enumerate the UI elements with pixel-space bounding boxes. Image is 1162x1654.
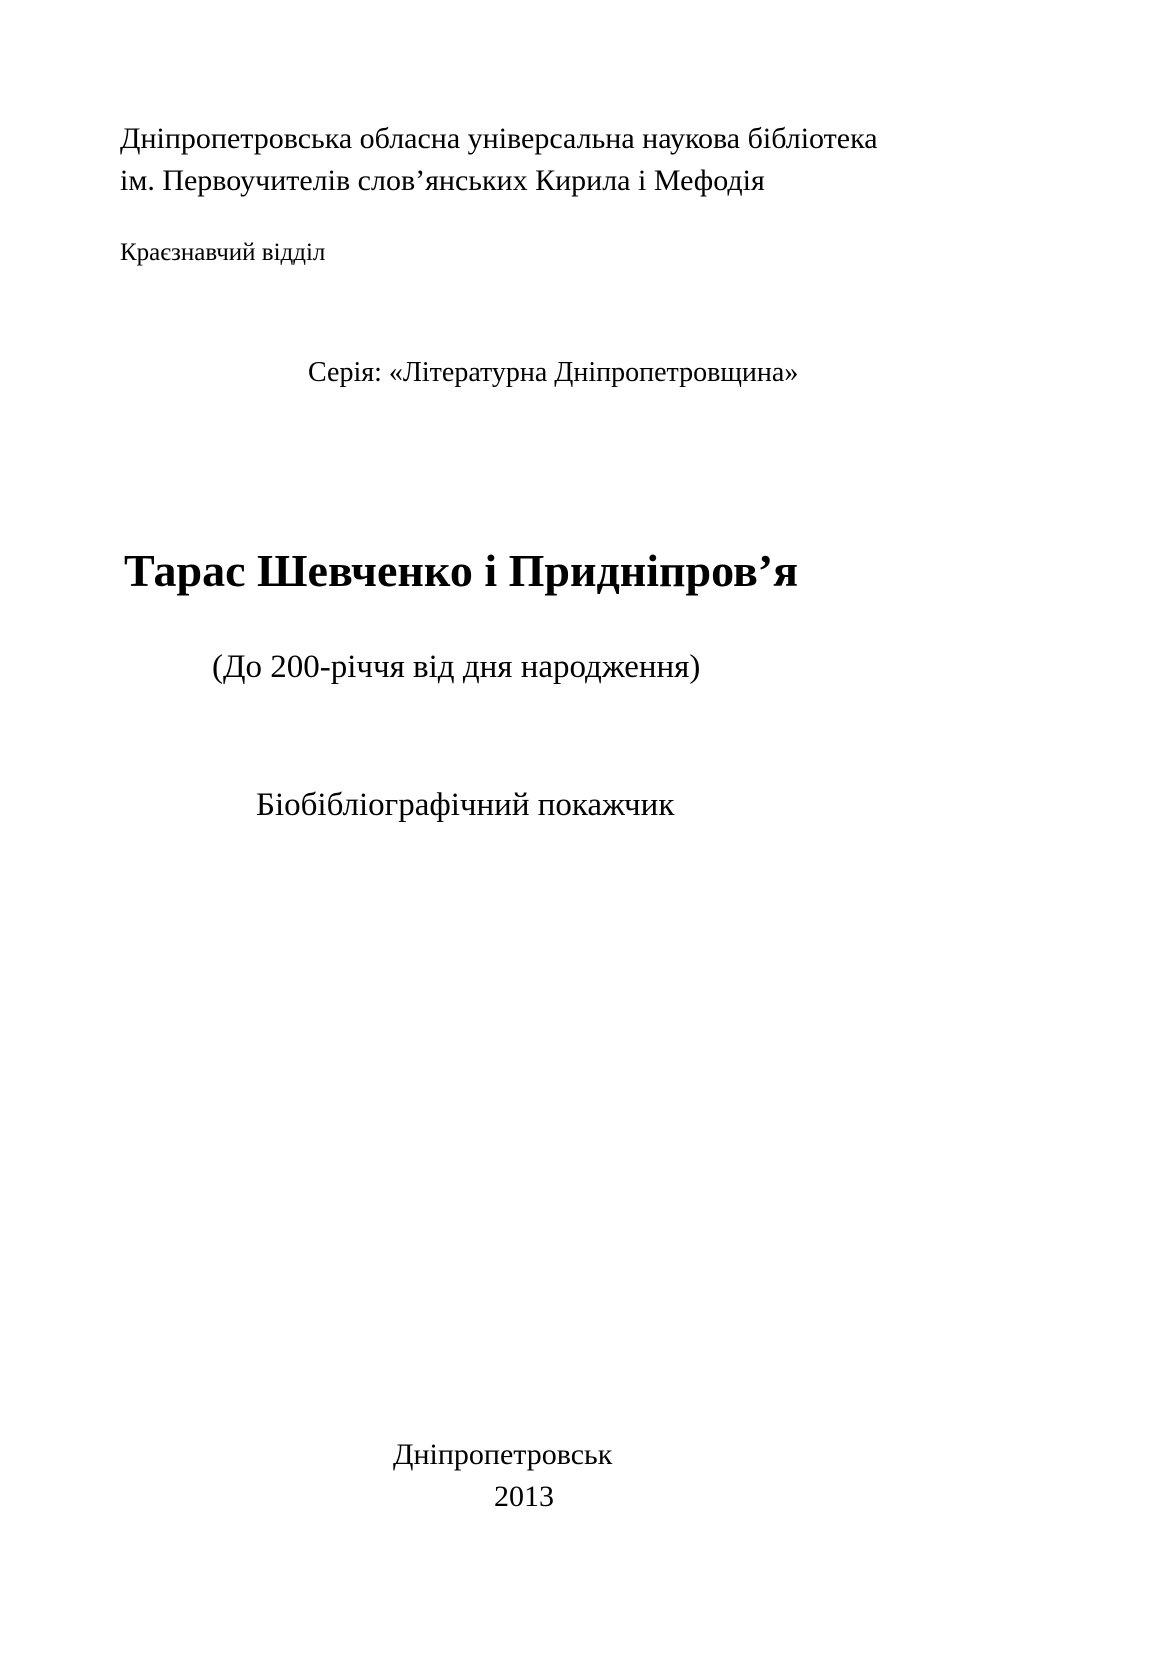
series-title: Серія: «Літературна Дніпропетровщина»	[308, 357, 799, 388]
institution-name-line1: Дніпропетровська обласна універсальна наукова бібліотека	[120, 122, 878, 155]
publication-year: 2013	[494, 1480, 554, 1513]
publication-city: Дніпропетровськ	[393, 1438, 613, 1471]
institution-name-line2: ім. Первоучителів слов’янських Кирила і Мефодія	[120, 164, 765, 197]
document-type: Біобібліографічний покажчик	[256, 787, 675, 823]
document-title: Тарас Шевченко і Придніпров’я	[124, 545, 799, 596]
document-subtitle: (До 200-річчя від дня народження)	[212, 649, 701, 685]
department-name: Краєзнавчий відділ	[120, 239, 326, 266]
